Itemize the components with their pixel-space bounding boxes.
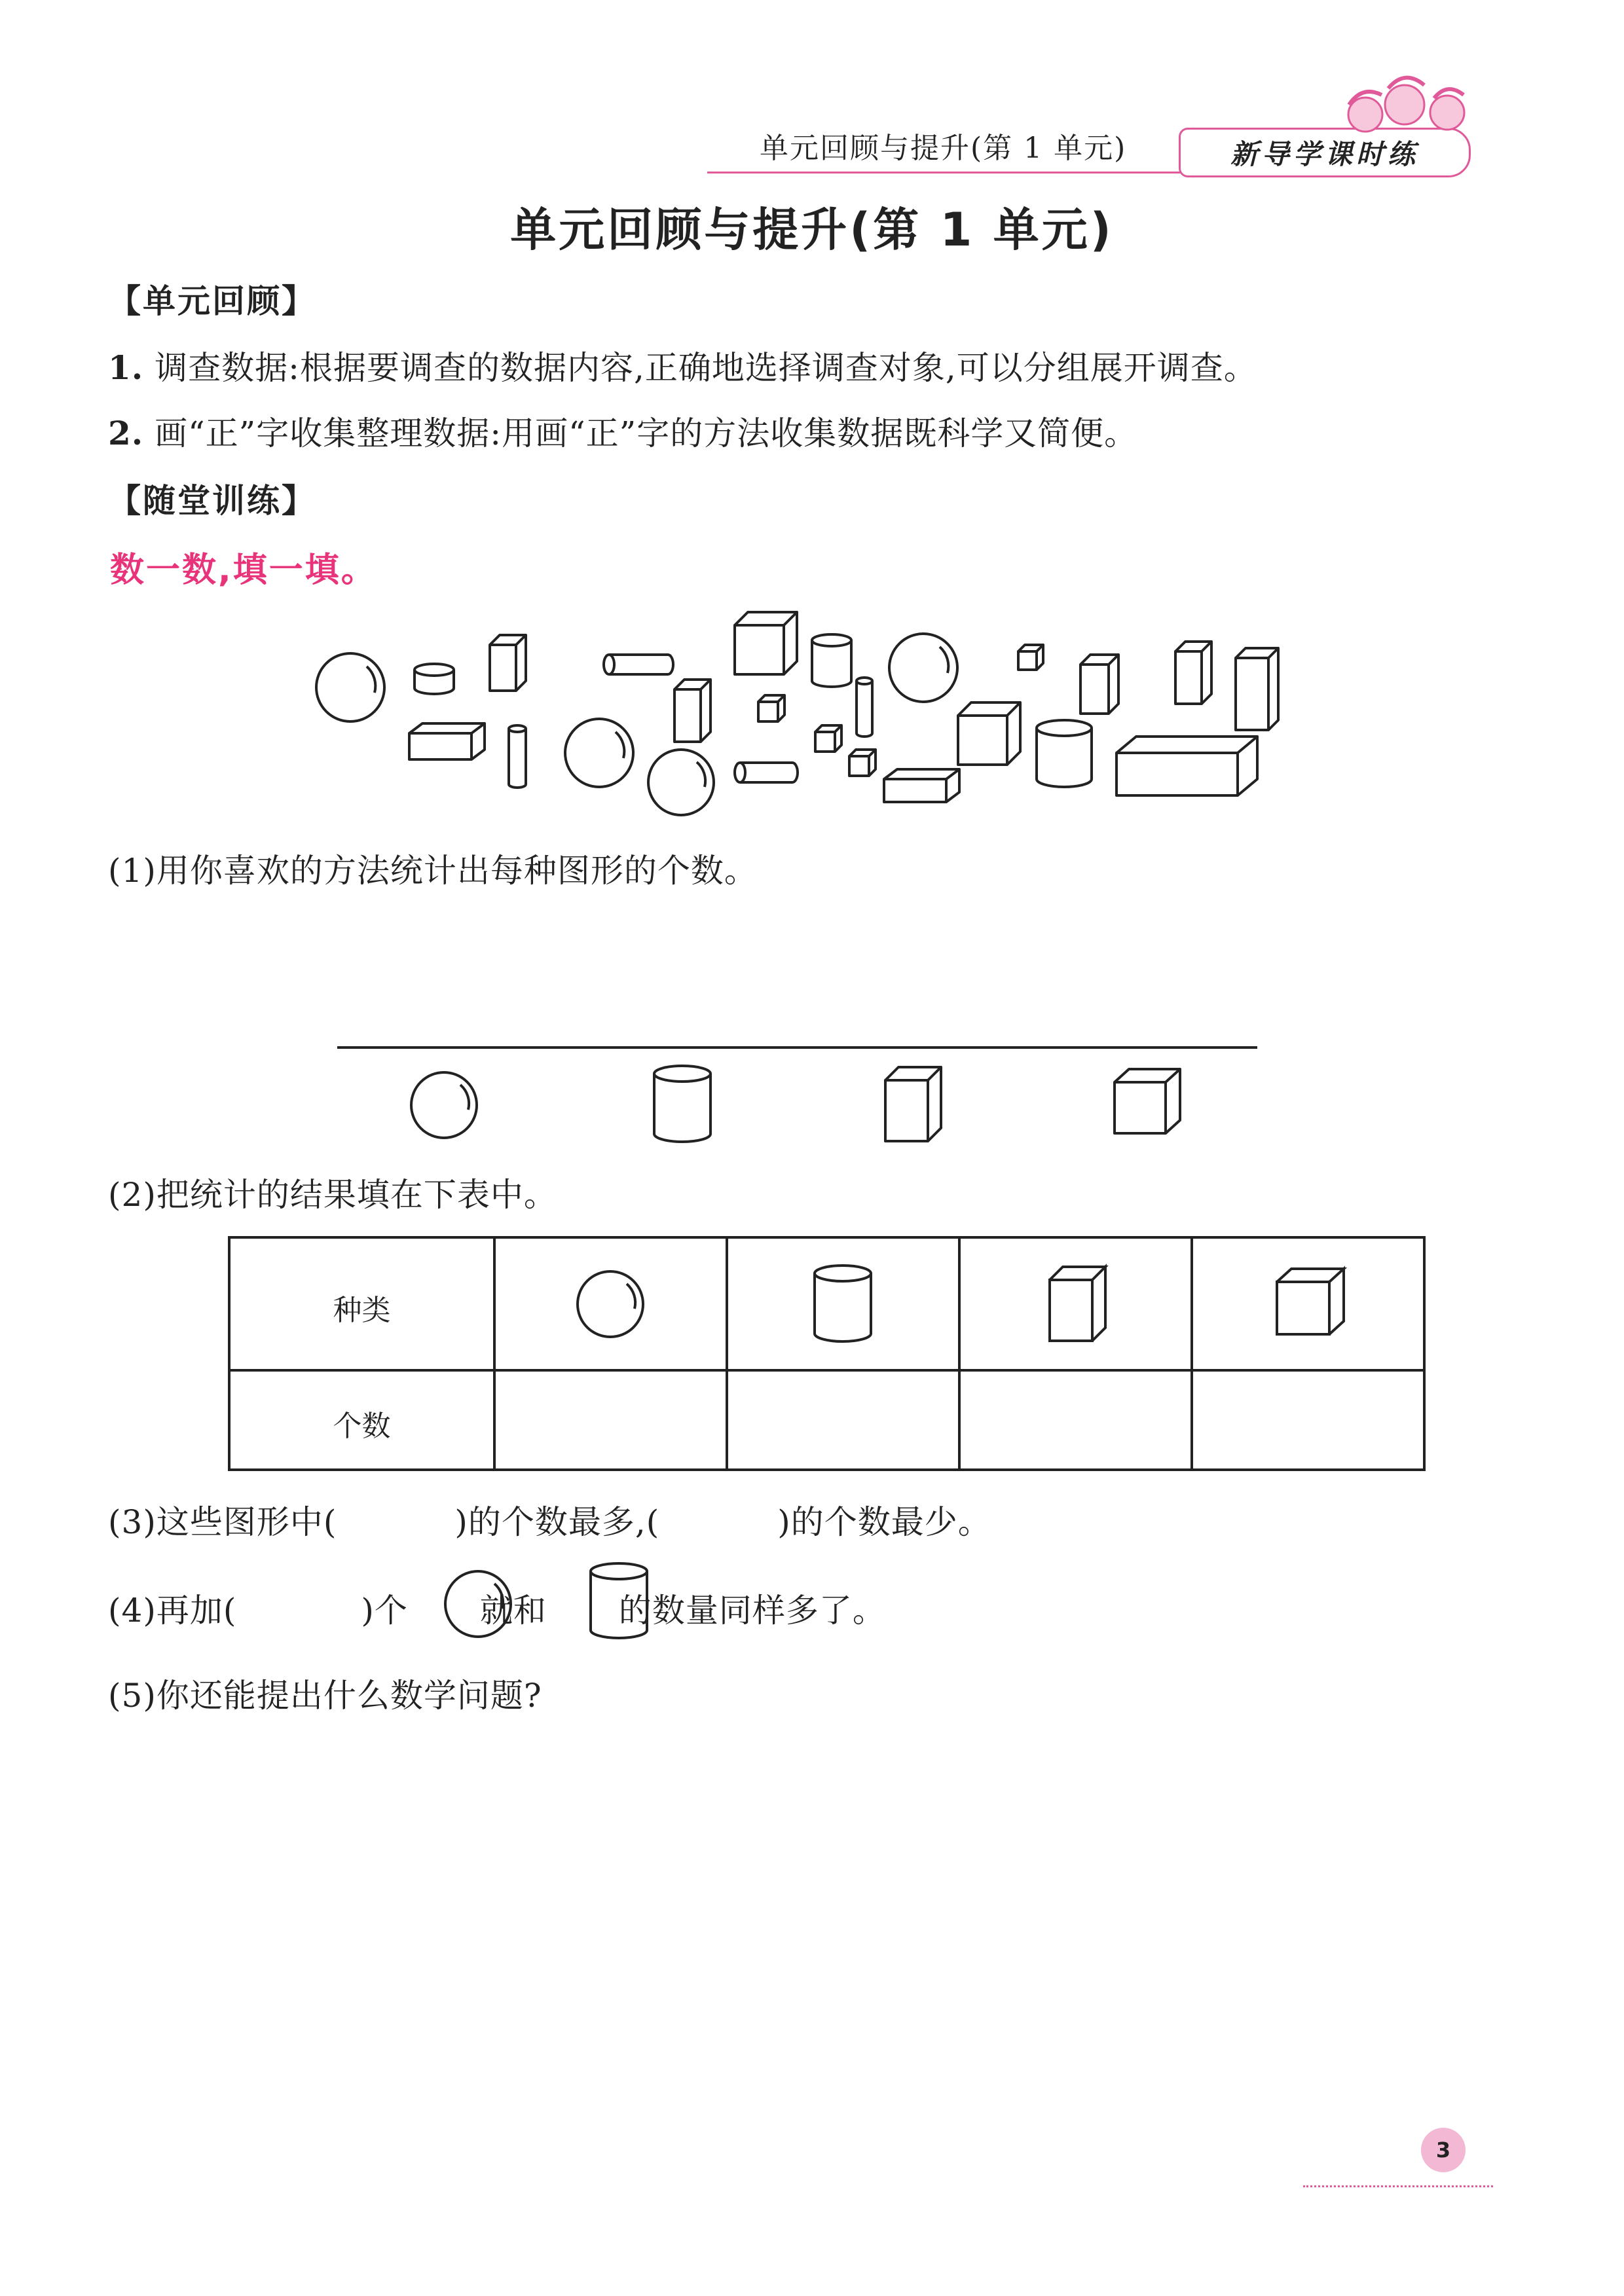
page-number: 3 [1421, 2128, 1466, 2172]
brand-text: 新导学课时练 [1230, 138, 1419, 170]
cylinder-icon [509, 725, 526, 788]
question-4 [108, 1584, 886, 1631]
q4-part-b: )个 [361, 1592, 408, 1630]
sphere-icon [578, 1271, 643, 1337]
review-item-1-num: 1. [108, 348, 144, 387]
count-cell-cube[interactable] [1195, 1374, 1421, 1467]
table-row2-label: 个数 [333, 1410, 391, 1443]
sphere-icon [889, 634, 957, 702]
page-title: 单元回顾与提升(第 1 单元) [510, 203, 1114, 257]
brand-badge [1179, 128, 1471, 177]
question-1: (1)用你喜欢的方法统计出每种图形的个数。 [108, 852, 758, 890]
cylinder-icon [415, 664, 454, 694]
q4-part-c: 就和 [479, 1592, 547, 1630]
q3-part-b: )的个数最多,( [454, 1503, 660, 1541]
cuboid-icon [1236, 648, 1278, 730]
cube-icon [1277, 1269, 1344, 1334]
review-item-1 [108, 342, 1257, 389]
cylinder-icon [735, 763, 798, 782]
cube-icon [815, 725, 841, 752]
review-item-1-text: 调查数据:根据要调查的数据内容,正确地选择调查对象,可以分组展开调查。 [143, 349, 1257, 387]
sphere-icon [411, 1072, 477, 1138]
cylinder-icon [547, 1589, 619, 1622]
q4-part-a: (4)再加( [108, 1592, 237, 1630]
review-item-2 [108, 407, 1137, 454]
sphere-icon [316, 653, 384, 721]
cylinder-icon [815, 1266, 871, 1341]
cuboid-icon [1050, 1267, 1105, 1341]
cylinder-icon [1037, 720, 1092, 787]
review-item-2-num: 2. [108, 414, 144, 452]
cube-icon [758, 695, 784, 721]
cube-icon [849, 750, 876, 776]
q3-part-a: (3)这些图形中( [108, 1503, 337, 1541]
count-cell-sphere[interactable] [498, 1374, 724, 1467]
cylinder-icon [654, 1066, 710, 1142]
cylinder-icon [604, 655, 673, 674]
count-cell-cuboid[interactable] [963, 1374, 1189, 1467]
header-rule [707, 172, 1205, 173]
cuboid-icon [1175, 642, 1211, 704]
cuboid-icon [885, 1067, 941, 1141]
cube-icon [1018, 645, 1043, 670]
cuboid-icon [409, 723, 485, 759]
cuboid-icon [1080, 655, 1118, 714]
task-instruction: 数一数,填一填。 [110, 551, 377, 590]
q4-part-d: 的数量同样多了。 [618, 1592, 886, 1630]
review-item-2-text: 画“正”字收集整理数据:用画“正”字的方法收集数据既科学又简便。 [143, 414, 1138, 452]
cube-icon [735, 612, 797, 674]
cuboid-icon [490, 635, 526, 691]
footer-dotted-rule [1303, 2185, 1493, 2187]
cylinder-icon [812, 634, 851, 687]
cube-icon [1115, 1069, 1180, 1133]
sphere-icon [565, 719, 633, 787]
cuboid-icon [674, 680, 710, 742]
cuboid-icon [1116, 737, 1257, 795]
count-cell-cylinder[interactable] [730, 1374, 956, 1467]
sphere-icon [648, 750, 714, 815]
cube-icon [958, 702, 1020, 765]
question-2: (2)把统计的结果填在下表中。 [108, 1176, 557, 1214]
question-3 [108, 1496, 991, 1543]
kids-illustration-icon [1348, 78, 1464, 132]
practice-heading: 【随堂训练】 [108, 482, 316, 520]
table-row1-label: 种类 [333, 1294, 391, 1327]
cuboid-icon [884, 769, 959, 802]
cylinder-icon [857, 678, 872, 737]
sphere-icon [408, 1589, 480, 1622]
question-5: (5)你还能提出什么数学问题? [108, 1677, 542, 1715]
running-header: 单元回顾与提升(第 1 单元) [760, 132, 1127, 165]
q3-part-c: )的个数最少。 [777, 1503, 991, 1541]
review-heading: 【单元回顾】 [108, 282, 316, 320]
